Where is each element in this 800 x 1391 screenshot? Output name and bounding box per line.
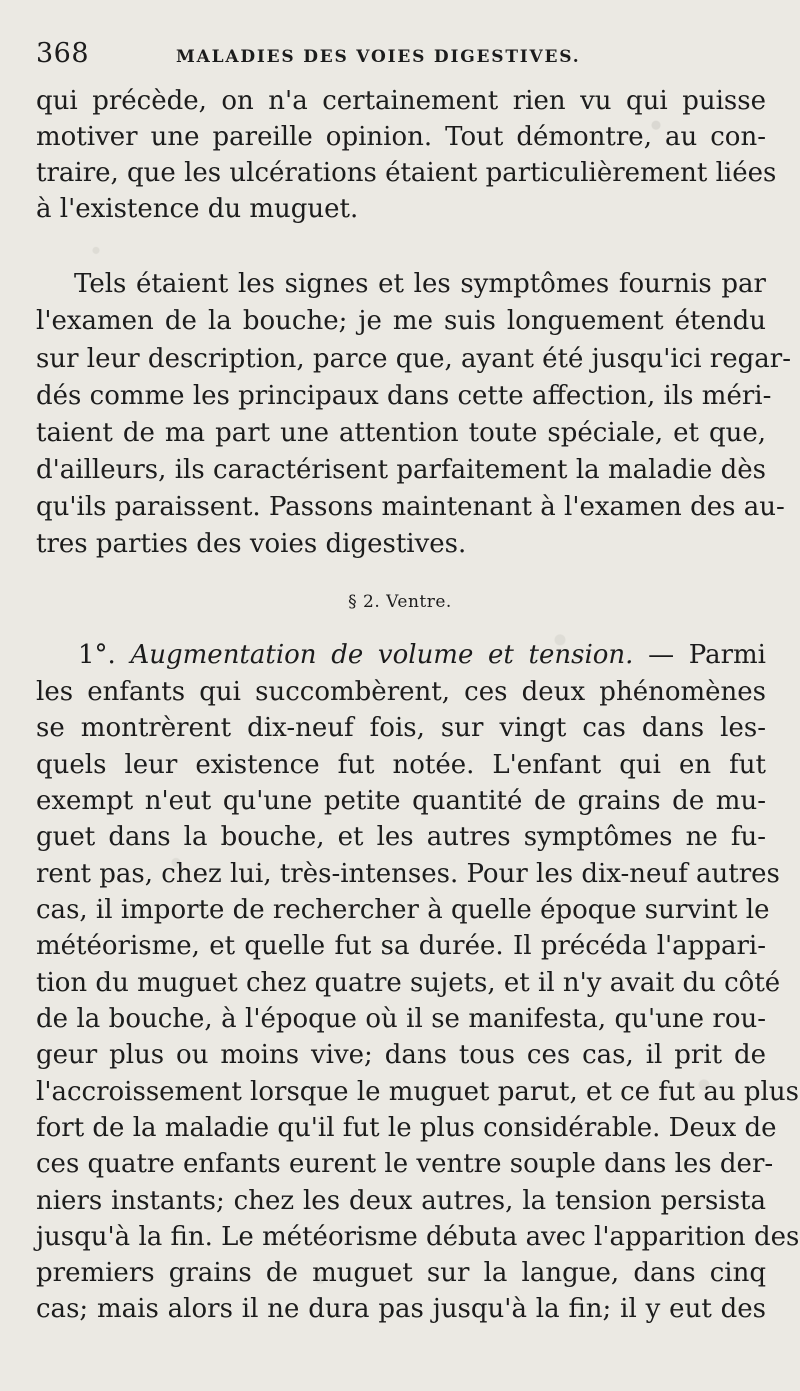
text-line: premiers grains de muguet sur la langue, dans cinq	[36, 1258, 766, 1288]
running-head: MALADIES DES VOIES DIGESTIVES.	[176, 47, 581, 67]
text-line: de la bouche, à l'époque où il se manifesta, qu'une rou-	[36, 1004, 766, 1034]
text-line: météorisme, et quelle fut sa durée. Il précéda l'appari-	[36, 931, 766, 961]
text-line: niers instants; chez les deux autres, la tension persista	[36, 1186, 766, 1216]
page-number: 368	[36, 38, 90, 69]
text-line: traire, que les ulcérations étaient particulièrement liées	[36, 158, 777, 188]
text-line: qui précède, on n'a certainement rien vu qui puisse	[36, 86, 766, 116]
text-line: dés comme les principaux dans cette affection, ils méri-	[36, 381, 772, 411]
text-line: Tels étaient les signes et les symptômes fournis par	[74, 269, 766, 299]
text-line: d'ailleurs, ils caractérisent parfaitement la maladie dès	[36, 455, 766, 485]
text-line: exempt n'eut qu'une petite quantité de grains de mu-	[36, 786, 766, 816]
text-line: cas, il importe de rechercher à quelle époque survint le	[36, 895, 770, 925]
text-line-first	[78, 638, 766, 672]
page-header	[36, 38, 776, 78]
section-heading: § 2. Ventre.	[348, 592, 452, 612]
text-line: quels leur existence fut notée. L'enfant qui en fut	[36, 750, 766, 780]
text-line: sur leur description, parce que, ayant été jusqu'ici regar-	[36, 344, 791, 374]
text-line: taient de ma part une attention toute spéciale, et que,	[36, 418, 766, 448]
text-line: motiver une pareille opinion. Tout démontre, au con-	[36, 122, 766, 152]
text-line: jusqu'à la fin. Le météorisme débuta avec l'apparition des	[36, 1222, 800, 1252]
text-line: qu'ils paraissent. Passons maintenant à l'examen des au-	[36, 492, 785, 522]
text-line: les enfants qui succombèrent, ces deux phénomènes	[36, 677, 766, 707]
text-line: rent pas, chez lui, très-intenses. Pour les dix-neuf autres	[36, 859, 780, 889]
item-number: 1°.	[78, 640, 116, 670]
text-line: à l'existence du muguet.	[36, 194, 359, 224]
text-line: geur plus ou moins vive; dans tous ces cas, il prit de	[36, 1040, 766, 1070]
text-line: tion du muguet chez quatre sujets, et il n'y avait du côté	[36, 968, 781, 998]
text-line: se montrèrent dix-neuf fois, sur vingt cas dans les-	[36, 713, 766, 743]
text-line: ces quatre enfants eurent le ventre souple dans les der-	[36, 1149, 774, 1179]
item-rest: — Parmi	[648, 640, 767, 670]
text-line: cas; mais alors il ne dura pas jusqu'à la fin; il y eut des	[36, 1294, 766, 1324]
item-heading: Augmentation de volume et tension.	[130, 640, 634, 670]
text-line: fort de la maladie qu'il fut le plus considérable. Deux de	[36, 1113, 777, 1143]
text-line: l'examen de la bouche; je me suis longuement étendu	[36, 306, 766, 336]
text-line: tres parties des voies digestives.	[36, 529, 467, 559]
text-line: guet dans la bouche, et les autres symptômes ne fu-	[36, 822, 766, 852]
text-line: l'accroissement lorsque le muguet parut, et ce fut au plus	[36, 1077, 799, 1107]
